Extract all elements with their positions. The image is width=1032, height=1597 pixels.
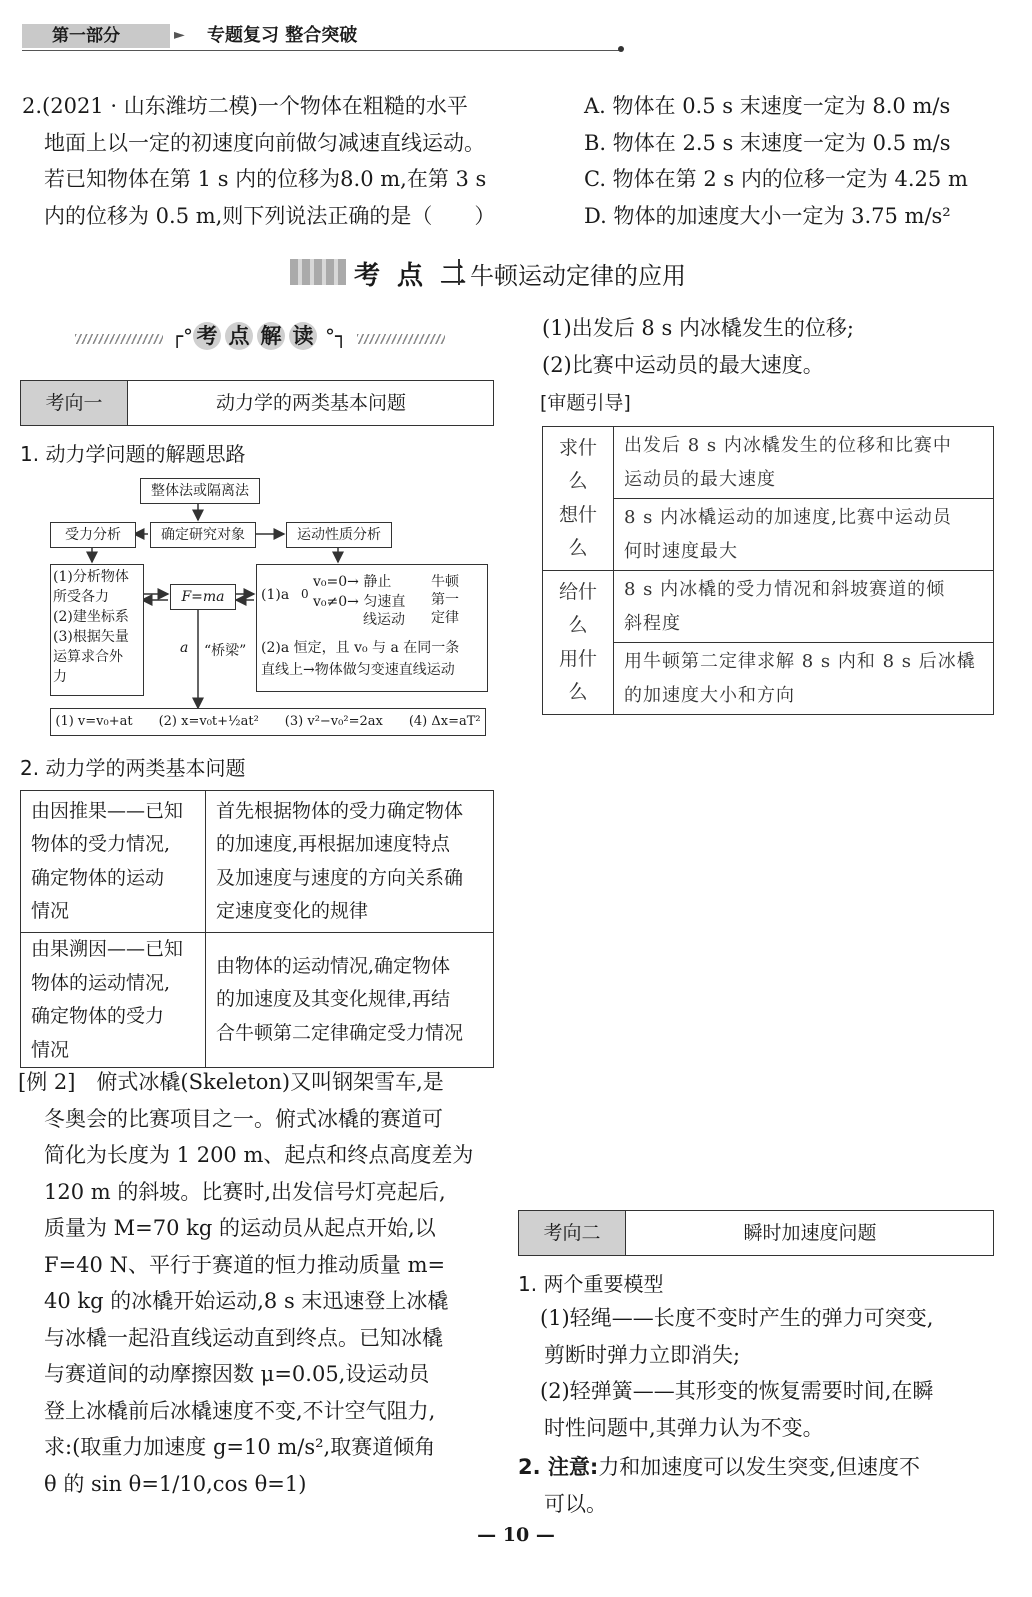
q2-line: 内的位移为 0.5 m,则下列说法正确的是（ ）	[44, 203, 496, 228]
guide-heading: [审题引导]	[540, 392, 631, 414]
cell-line: 确定物体的运动	[31, 866, 165, 889]
cell-line: 物体的受力情况,	[31, 833, 171, 855]
guide-line: 用牛顿第二定律求解 8 s 内和 8 s 后冰橇	[624, 651, 976, 672]
header-dot	[618, 46, 624, 52]
example-line: [例 2] 俯式冰橇(Skeleton)又叫钢架雪车,是	[18, 1070, 444, 1094]
section-divider	[458, 259, 460, 285]
banner-char: 点	[225, 322, 253, 350]
banner-char: 解	[257, 322, 285, 350]
guide-line: 出发后 8 s 内冰橇发生的位移和比赛中	[624, 435, 952, 456]
page-header	[22, 24, 622, 50]
flow-motion-cases	[256, 564, 488, 692]
cell-line: 定速度变化的规律	[216, 900, 369, 922]
force-step-line: (2)建坐标系	[53, 609, 129, 625]
section-decor-bar	[290, 259, 346, 285]
subheading-1: 1. 动力学问题的解题思路	[20, 442, 246, 466]
case-1-line: v₀≠0→ 匀速直	[313, 594, 406, 610]
cell-line: 情况	[31, 1038, 70, 1061]
guide-line: 8 s 内冰橇的受力情况和斜坡赛道的倾	[624, 579, 946, 600]
banner-hatch-left	[75, 334, 163, 344]
example-question: (1)出发后 8 s 内冰橇发生的位移;	[542, 316, 854, 340]
force-step-line: 运算求合外	[53, 649, 123, 665]
note-label: 2. 注意:	[518, 1455, 599, 1479]
example-line: 质量为 M=70 kg 的运动员从起点开始,以	[44, 1216, 436, 1240]
option-d: D. 物体的加速度大小一定为 3.75 m/s²	[584, 203, 951, 228]
section-subtitle: 牛顿运动定律的应用	[470, 262, 686, 290]
guide-row	[543, 427, 994, 499]
cell-line: 合牛顿第二定律确定受力情况	[216, 1021, 464, 1044]
example-questions	[542, 310, 1002, 383]
flowchart	[48, 474, 488, 738]
subheading-models: 1. 两个重要模型	[518, 1272, 664, 1296]
flow-motion-box: 运动性质分析	[286, 522, 392, 548]
guide-label: 想什么	[558, 503, 597, 559]
kaodian-banner	[75, 320, 445, 356]
banner-chars	[193, 322, 321, 350]
table-row	[21, 933, 494, 1068]
cell-line: 的加速度及其变化规律,再结	[216, 988, 451, 1011]
direction-1-label: 考向一	[21, 381, 128, 425]
direction-1-title: 动力学的两类基本问题	[215, 392, 406, 414]
table-row	[21, 791, 494, 933]
model-line: (1)轻绳——长度不变时产生的弹力可突变,	[540, 1306, 934, 1330]
note-paragraph	[518, 1449, 1008, 1522]
newton-label: 牛顿	[431, 574, 459, 590]
banner-bracket-left-icon: ┌°	[171, 324, 194, 348]
guide-label: 用什么	[558, 647, 597, 703]
guide-label: 给什么	[558, 580, 597, 636]
example-line: θ 的 sin θ=1/10,cos θ=1)	[44, 1471, 307, 1496]
guide-content-cell	[614, 499, 994, 571]
flow-force-steps	[50, 564, 144, 696]
option-b: B. 物体在 2.5 s 末速度一定为 0.5 m/s	[584, 130, 951, 155]
example-line: 120 m 的斜坡。比赛时,出发信号灯亮起后,	[44, 1179, 446, 1204]
flow-method-box: 整体法或隔离法	[140, 478, 260, 504]
q2-line: 地面上以一定的初速度向前做匀减速直线运动。	[44, 130, 485, 155]
force-step-line: (1)分析物体	[53, 569, 129, 585]
example-line: 求:(取重力加速度 g=10 m/s²,取赛道倾角	[44, 1435, 436, 1459]
option-a: A. 物体在 0.5 s 末速度一定为 8.0 m/s	[584, 94, 951, 118]
case-1-prefix: (1)a	[261, 587, 290, 603]
case-1-zero: 0	[301, 587, 309, 601]
flow-object-box: 确定研究对象	[150, 522, 256, 548]
flow-force-box: 受力分析	[50, 522, 136, 548]
header-part: 第一部分	[22, 24, 170, 48]
cell-line: 由物体的运动情况,确定物体	[216, 954, 451, 977]
question-2	[22, 88, 542, 234]
flow-fma-box: F=ma	[170, 584, 236, 610]
direction-2-label: 考向二	[519, 1211, 626, 1255]
direction-1-box	[20, 380, 494, 426]
flow-a-label: a	[180, 640, 189, 656]
guide-line: 的加速度大小和方向	[624, 684, 795, 706]
case-1-line: v₀=0→ 静止	[313, 574, 392, 590]
example-line: 登上冰橇前后冰橇速度不变,不计空气阻力,	[44, 1398, 436, 1423]
case-2-line: 直线上→物体做匀变速直线运动	[261, 662, 455, 678]
cell-line: 首先根据物体的受力确定物体	[216, 799, 464, 822]
guide-table	[542, 426, 994, 715]
example-line: F=40 N、平行于赛道的恒力推动质量 m=	[44, 1252, 446, 1277]
direction-2-title: 瞬时加速度问题	[743, 1222, 877, 1244]
q2-line: 若已知物体在第 1 s 内的位移为8.0 m,在第 3 s	[44, 167, 487, 191]
table-cell-left	[21, 791, 206, 933]
guide-content-cell	[614, 571, 994, 643]
cell-line: 确定物体的受力	[31, 1005, 165, 1027]
models-text	[540, 1300, 1010, 1446]
banner-bracket-right-icon: °┐	[325, 324, 348, 348]
example-line: 40 kg 的冰橇开始运动,8 s 末迅速登上冰橇	[44, 1289, 449, 1313]
example-line: 冬奥会的比赛项目之一。俯式冰橇的赛道可	[44, 1106, 443, 1131]
guide-content-cell	[614, 427, 994, 499]
case-1-line: 线运动	[363, 612, 405, 628]
q2-line: 2.(2021 · 山东潍坊二模)一个物体在粗糙的水平	[22, 94, 468, 118]
example-question: (2)比赛中运动员的最大速度。	[542, 352, 824, 377]
guide-row	[543, 571, 994, 643]
table-cell-right	[206, 791, 494, 933]
header-rule	[22, 50, 622, 51]
example-2	[18, 1064, 498, 1502]
example-line: 与赛道间的动摩擦因数 μ=0.05,设运动员	[44, 1362, 430, 1386]
note-text-2: 可以。	[544, 1491, 607, 1516]
guide-line: 8 s 内冰橇运动的加速度,比赛中运动员	[624, 507, 952, 528]
cell-line: 物体的运动情况,	[31, 971, 171, 994]
guide-content-cell	[614, 643, 994, 715]
cell-line: 由果溯因——已知	[31, 938, 184, 960]
header-arrow-icon: ►	[174, 27, 185, 43]
q2-options	[584, 88, 1024, 234]
flow-formulas-box: (1) v=v₀+at (2) x=v₀t+½at² (3) v²−v₀²=2ax (4) Δx=aT²	[50, 708, 486, 736]
direction-2-box	[518, 1210, 994, 1256]
table-cell-right	[206, 933, 494, 1068]
banner-char: 考	[193, 322, 221, 350]
force-step-line: (3)根据矢量	[53, 629, 129, 645]
two-problems-table	[20, 790, 494, 1068]
guide-line: 斜程度	[624, 612, 681, 634]
section-heading	[290, 255, 750, 289]
newton-label: 定律	[431, 610, 459, 626]
example-line: 简化为长度为 1 200 m、起点和终点高度差为	[44, 1143, 474, 1167]
force-step-line: 所受各力	[53, 589, 109, 605]
model-line: 时性问题中,其弹力认为不变。	[544, 1415, 824, 1440]
guide-line: 运动员的最大速度	[624, 468, 776, 490]
page-number: — 10 —	[477, 1524, 555, 1546]
cell-line: 情况	[31, 900, 70, 922]
banner-char: 读	[289, 322, 317, 350]
table-cell-left	[21, 933, 206, 1068]
example-line: 与冰橇一起沿直线运动直到终点。已知冰橇	[44, 1325, 443, 1350]
flow-bridge-label: “桥梁”	[204, 643, 247, 659]
cell-line: 及加速度与速度的方向关系确	[216, 866, 464, 889]
model-line: 剪断时弹力立即消失;	[544, 1342, 741, 1367]
header-title: 专题复习 整合突破	[207, 25, 358, 46]
guide-label-cell	[543, 427, 614, 571]
banner-hatch-right	[357, 334, 445, 344]
guide-label-cell	[543, 571, 614, 715]
note-text: 力和加速度可以发生突变,但速度不	[598, 1455, 920, 1479]
case-2-line: (2)a 恒定，且 v₀ 与 a 在同一条	[261, 640, 460, 656]
option-c: C. 物体在第 2 s 内的位移一定为 4.25 m	[584, 167, 968, 191]
section-title: 考 点 二	[354, 261, 471, 291]
cell-line: 的加速度,再根据加速度特点	[216, 833, 451, 855]
subheading-2: 2. 动力学的两类基本问题	[20, 756, 246, 780]
force-step-line: 力	[53, 669, 67, 685]
guide-line: 何时速度最大	[624, 540, 738, 562]
model-line: (2)轻弹簧——其形变的恢复需要时间,在瞬	[540, 1379, 934, 1403]
cell-line: 由因推果——已知	[31, 799, 184, 822]
newton-label: 第一	[431, 592, 459, 608]
guide-label: 求什么	[558, 436, 597, 492]
